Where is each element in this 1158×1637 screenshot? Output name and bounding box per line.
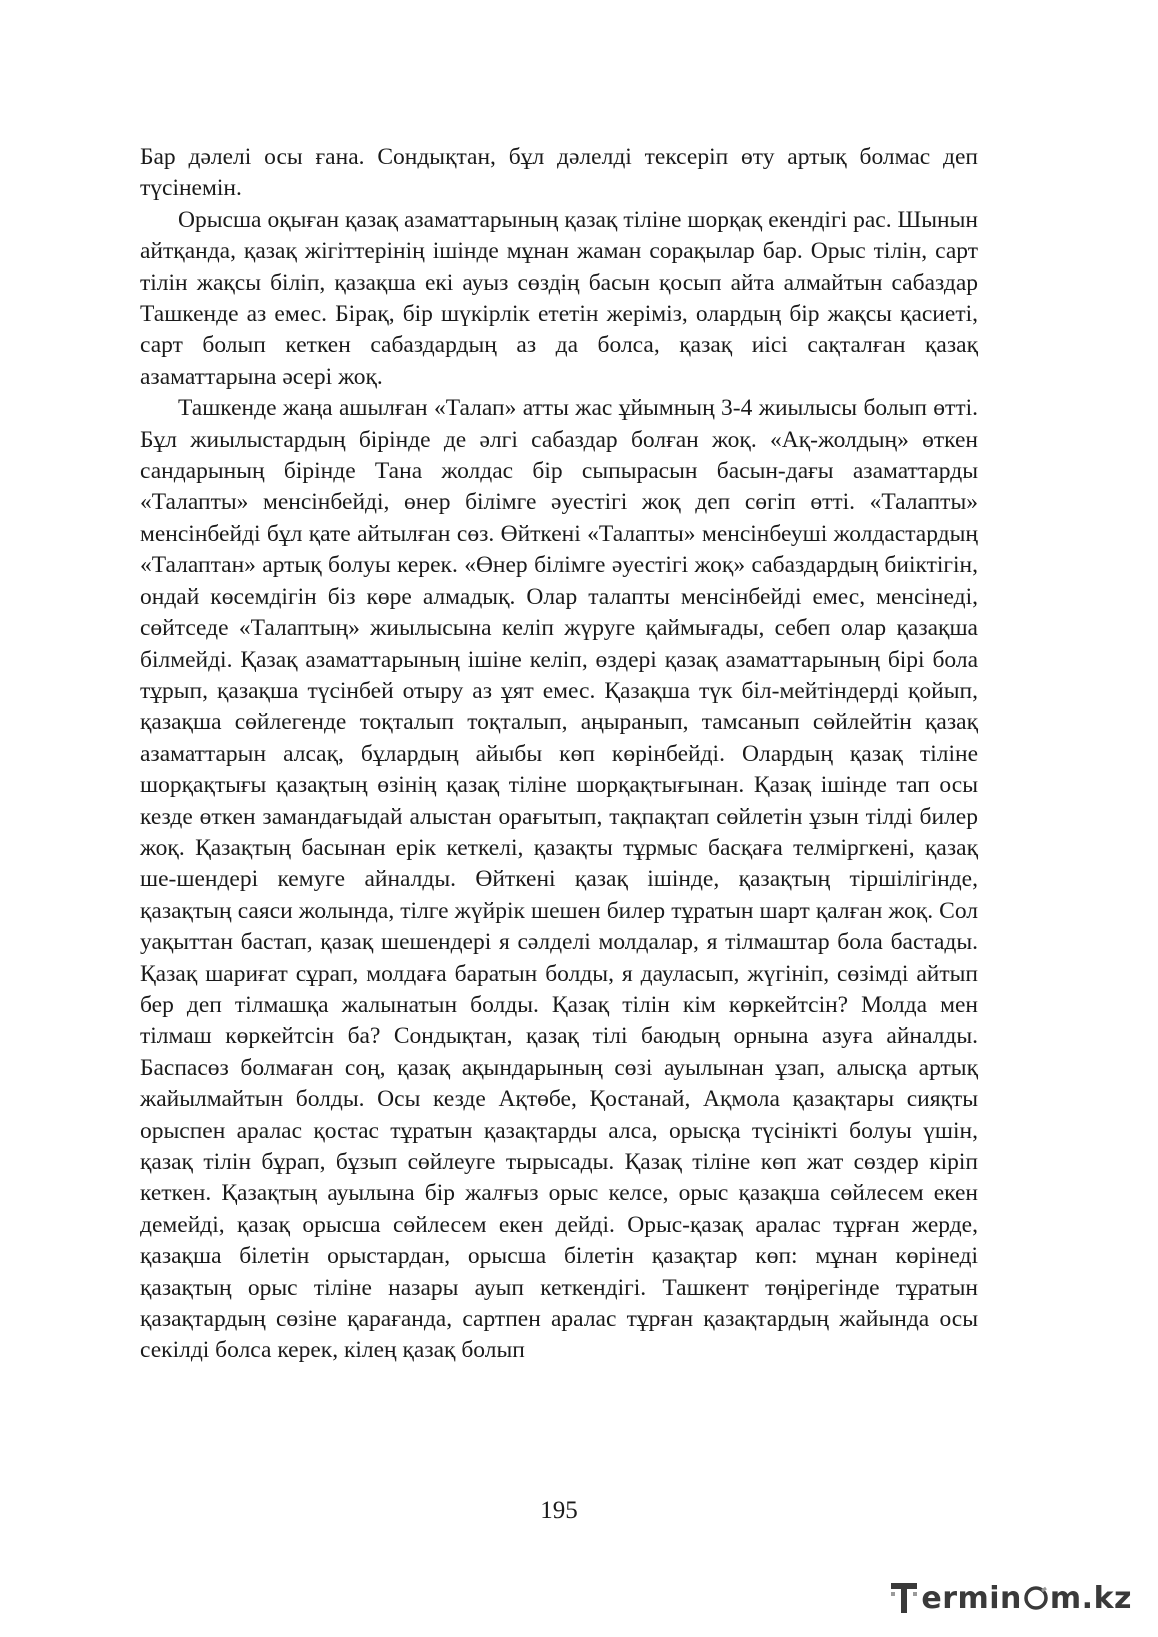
watermark-globe-icon	[1023, 1585, 1049, 1611]
page-body	[140, 142, 978, 1367]
watermark	[889, 1576, 1132, 1620]
paragraph-3: Ташкенде жаңа ашылған «Талап» атты жас ұйымның 3-4 жиылысы болып өтті. Бұл жиылыстардың бірінде де әлгі сабаздар болған жоқ. «Ақ-жолдың» өткен сандарының бірінде Тана жолдас бір сыпырасын басын-дағы азаматтарды «Талапты» менсінбейді, өнер білімге әуестігі жоқ деп сөгіп өтті. «Талапты» менсінбейді бұл қате айтылған сөз. Өйткені «Талапты» менсінбеуші жолдастардың «Талаптан» артық болуы керек. «Өнер білімге әуестігі жоқ» сабаздардың биіктігін, ондай көсемдігін біз көре алмадық. Олар талапты менсінбейді емес, менсінеді, сөйтседе «Талаптың» жиылысына келіп жүруге қаймығады, себеп олар қазақша білмейді. Қазақ азаматтарының ішіне келіп, өздері қазақ азаматтарының бірі бола тұрып, қазақша түсінбей отыру аз ұят емес. Қазақша түк біл-мейтіндерді қойып, қазақша сөйлегенде тоқталып тоқталып, аңыранып, тамсанып сөйлейтін қазақ азаматтарын алсақ, бұлардың айыбы көп көрінбейді. Олардың қазақ тіліне шорқақтығы қазақтың өзінің қазақ тіліне шорқақтығынан. Қазақ ішінде тап осы кезде өткен замандағыдай алыстан орағытып, тақпақтап сөйлетін ұзын тілді билер жоқ. Қазақтың басынан ерік кеткелі, қазақты тұрмыс басқаға телміргкені, қазақ ше-шендері кемуге айналды. Өйткені қазақ ішінде, қазақтың тіршілігінде, қазақтың саяси жолында, тілге жүйрік шешен билер тұратын шарт қалған жоқ. Сол уақыттан бастап, қазақ шешендері я сәлделі молдалар, я тілмаштар бола бастады. Қазақ шариғат сұрап, молдаға баратын болды, я дауласып, жүгініп, сөзімді айтып бер деп тілмашқа жалынатын болды. Қазақ тілін кім көркейтсін? Молда мен тілмаш көркейтсін ба? Сондықтан, қазақ тілі баюдың орнына азуға айналды. Баспасөз болмаған соң, қазақ ақындарының сөзі ауылынан ұзап, алысқа артық жайылмайтын болды. Осы кезде Ақтөбе, Қостанай, Ақмола қазақтары сияқты орыспен аралас қостас тұратын қазақтарды алса, орысқа түсінікті болуы үшін, қазақ тілін бұрап, бұзып сөйлеуге тырысады. Қазақ тіліне көп жат сөздер кіріп кеткен. Қазақтың ауылына бір жалғыз орыс келсе, орыс қазақша сөйлесем екен демейді, қазақ орысша сөйлесем екен дейді. Орыс-қазақ аралас тұрған жерде, қазақша білетін орыстардан, орысша білетін қазақтар көп: мұнан көрінеді қазақтың орыс тіліне назары ауып кеткендігі. Ташкент төңірегінде тұратын қазақтардың сөзіне қарағанда, сартпен аралас тұрған қазақтардың жайында осы секілді болса керек, кілең қазақ болып	[140, 395, 978, 1364]
page-number: 195	[540, 1497, 578, 1524]
termincom-logo-icon	[889, 1578, 919, 1618]
paragraph-1: Бар дәлелі осы ғана. Сондықтан, бұл дәлелді тексеріп өту артық болмас деп түсінемін.	[140, 144, 978, 202]
watermark-text-left: ermin	[921, 1580, 1022, 1616]
watermark-text-right: m.kz	[1049, 1580, 1132, 1616]
paragraph-2: Орысша оқыған қазақ азаматтарының қазақ тіліне шорқақ екендігі рас. Шынын айтқанда, қазақ жігіттерінің ішінде мұнан жаман сорақылар бар. Орыс тілін, сарт тілін жақсы біліп, қазақша екі ауыз сөздің басын қосып айта алмайтын сабаздар Ташкенде аз емес. Бірақ, бір шүкірлік ететін жеріміз, олардың бір жақсы қасиеті, сарт болып кеткен сабаздардың аз да болса, қазақ иісі сақталған қазақ азаматтарына әсері жоқ.	[140, 206, 978, 390]
